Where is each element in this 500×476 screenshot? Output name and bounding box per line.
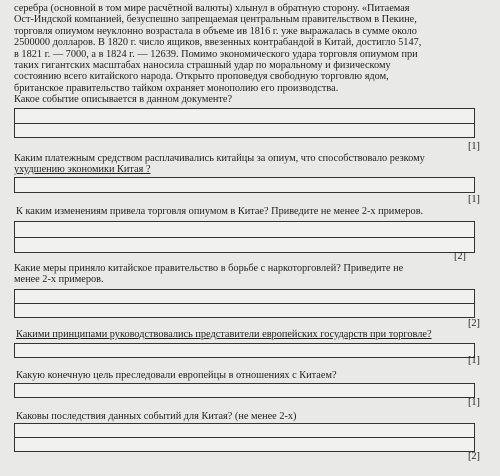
answer-field-7a[interactable] xyxy=(14,423,475,438)
answer-field-6[interactable] xyxy=(14,383,475,398)
marks-label: [1] xyxy=(467,141,480,152)
passage-line: британское правительство тайком охраняет монополию его производства. xyxy=(14,82,339,94)
passage-line: 2500000 долларов. В 1820 г. число ящиков, ввезенных контрабандой в Китай, достигло 5147, xyxy=(14,37,422,49)
question-6 xyxy=(16,370,492,381)
document-passage xyxy=(14,3,484,94)
question-7 xyxy=(16,411,492,422)
answer-field-4a[interactable] xyxy=(14,289,475,304)
answer-field-3a[interactable] xyxy=(14,221,475,238)
question-1 xyxy=(14,94,490,105)
question-text: менее 2-х примеров. xyxy=(14,274,104,286)
question-5 xyxy=(16,329,492,340)
passage-line: торговля опиумом неуклонно возрастала в объеме ив 1816 г. уже выражалась в сумме около xyxy=(14,25,417,37)
question-2 xyxy=(14,153,490,176)
passage-line: в 1821 г. — 7000, а в 1824 г. — 12639. Помимо экономического удара торговля опиумом при xyxy=(14,48,418,60)
marks-label: [2] xyxy=(453,251,466,262)
marks-label: [2] xyxy=(467,451,480,462)
marks-label: [1] xyxy=(467,194,480,205)
answer-field-4b[interactable] xyxy=(14,303,475,318)
question-text: Каковы последствия данных событий для Китая? (не менее 2-х) xyxy=(16,411,297,422)
marks-label: [1] xyxy=(467,397,480,408)
question-text: К каким изменениям привела торговля опиумом в Китае? Приведите не менее 2-х примеров. xyxy=(16,206,424,217)
question-text: Какие меры приняло китайское правительство в борьбе с наркоторговлей? Приведите не xyxy=(14,263,404,274)
passage-line: Ост-Индской компанией, безуспешно запрещаемая центральным правительством в Пекине, xyxy=(14,14,417,26)
question-text: Какими принципами руководствовались представители европейских государств при торговле? xyxy=(16,329,432,340)
answer-field-3b[interactable] xyxy=(14,237,475,253)
answer-field-1a[interactable] xyxy=(14,108,475,124)
answer-field-2[interactable] xyxy=(14,177,475,193)
answer-field-1b[interactable] xyxy=(14,123,475,138)
marks-label: [1] xyxy=(467,355,480,366)
answer-field-5[interactable] xyxy=(14,343,475,358)
passage-line: серебра (основной в том мире расчётной валюты) хлынул в обратную сторону. «Питаемая xyxy=(14,3,410,14)
question-text: ухудшению экономики Китая ? xyxy=(14,164,151,176)
marks-label: [2] xyxy=(467,318,480,329)
question-text: Каким платежным средством расплачивались китайцы за опиум, что способствовало резкому xyxy=(14,153,425,164)
question-3 xyxy=(16,206,492,217)
question-text: Какое событие описывается в данном документе? xyxy=(14,94,233,105)
question-text: Какую конечную цель преследовали европейцы в отношениях с Китаем? xyxy=(16,370,337,381)
question-4 xyxy=(14,263,490,286)
answer-field-7b[interactable] xyxy=(14,437,475,452)
passage-line: таких гигантских масштабах наносила страшный удар по моральному и физическому xyxy=(14,60,391,72)
passage-line: состоянию всего китайского народа. Открыто проповедуя свободную торговлю ядом, xyxy=(14,71,389,83)
